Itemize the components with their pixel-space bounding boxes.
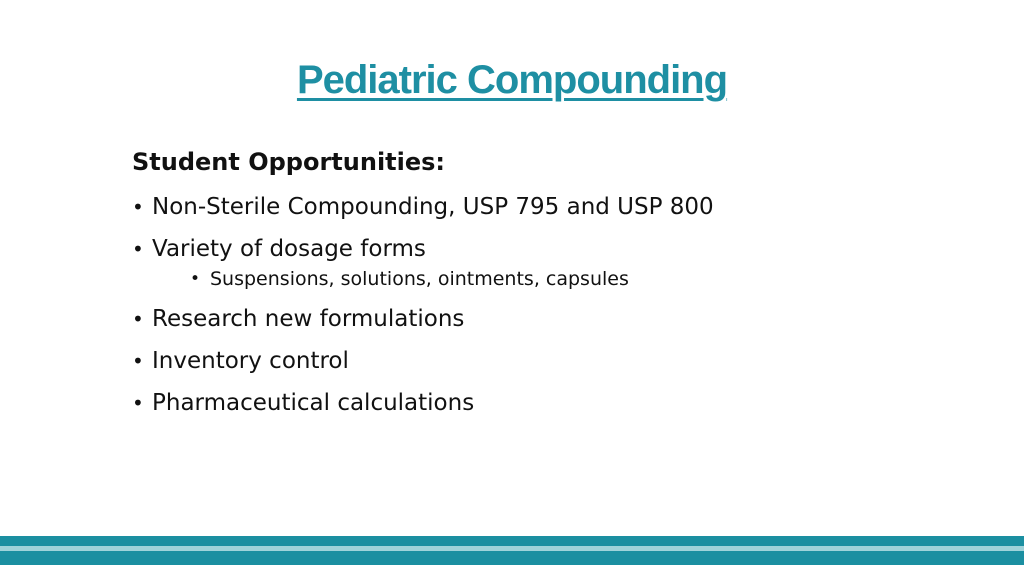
footer-stripe xyxy=(0,536,1024,546)
slide-title-text: Pediatric Compounding xyxy=(296,58,728,102)
bullet-item: • Inventory control xyxy=(132,340,892,382)
bullet-item: • Research new formulations xyxy=(132,298,892,340)
slide-content xyxy=(132,144,892,424)
sub-bullet-item: • Suspensions, solutions, ointments, capsules xyxy=(152,264,892,294)
bullet-list xyxy=(132,186,892,424)
footer-stripe xyxy=(0,551,1024,565)
bullet-item: • Non-Sterile Compounding, USP 795 and USP 800 xyxy=(132,186,892,228)
bullet-text: Variety of dosage forms xyxy=(152,236,426,262)
section-heading: Student Opportunities: xyxy=(132,148,446,176)
footer-decoration-bar xyxy=(0,532,1024,576)
bullet-item: • Pharmaceutical calculations xyxy=(132,382,892,424)
sub-bullet-list xyxy=(152,264,892,294)
slide-title xyxy=(0,58,1024,103)
bullet-item xyxy=(132,228,892,294)
